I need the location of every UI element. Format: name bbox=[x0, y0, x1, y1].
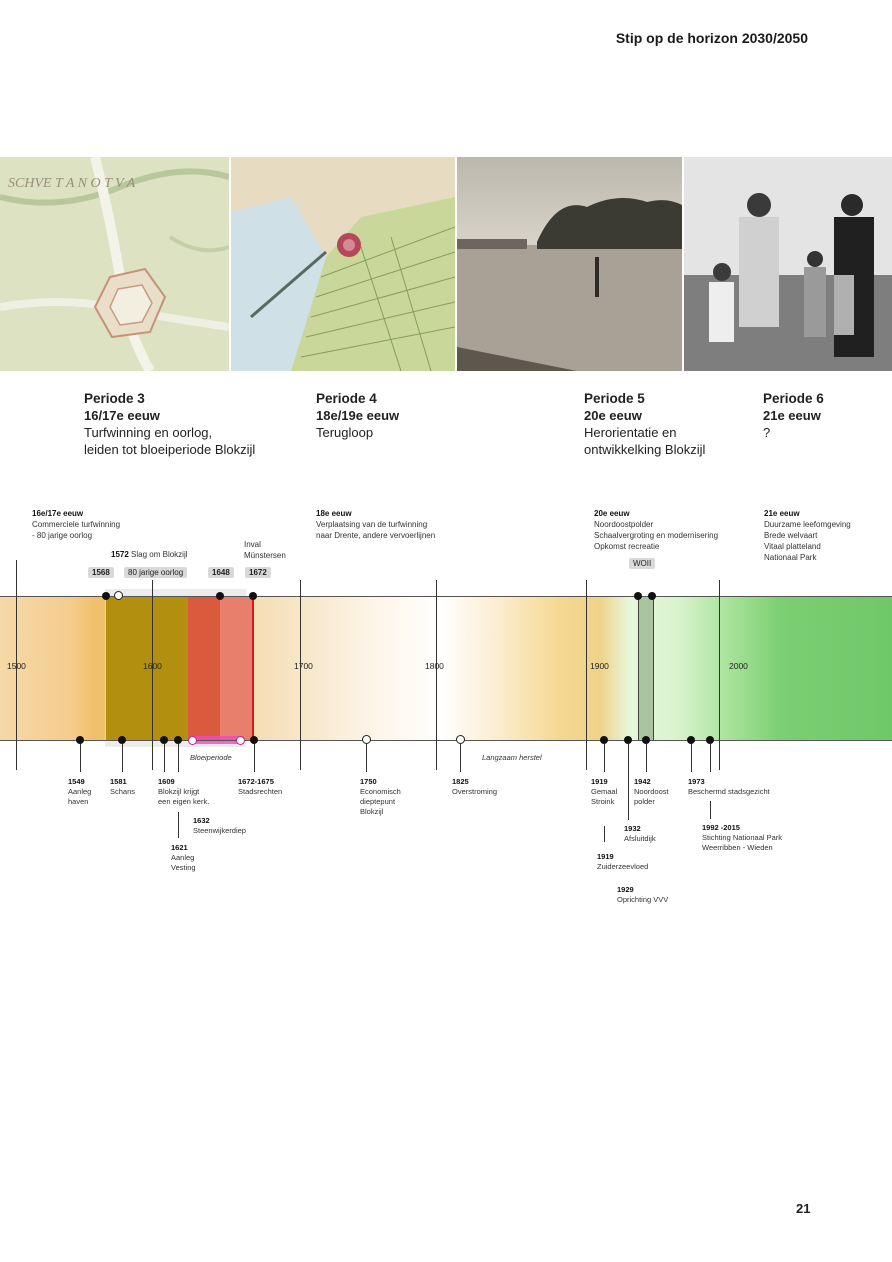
event-1621: 1621 Aanleg Vesting bbox=[171, 843, 196, 872]
event-1973: 1973 Beschermd stadsgezicht bbox=[688, 777, 770, 796]
historic-map-blokzijl-fortress bbox=[0, 157, 229, 371]
marker-1945 bbox=[648, 592, 656, 600]
event-1672-1675: 1672-1675 Stadsrechten bbox=[238, 777, 283, 796]
stem bbox=[628, 744, 629, 820]
marker-1581 bbox=[118, 736, 126, 744]
stem bbox=[80, 744, 81, 772]
page-number: 21 bbox=[796, 1201, 811, 1216]
event-slag-om-blokzijl: 1572 Slag om Blokzijl bbox=[111, 550, 188, 559]
stem bbox=[691, 744, 692, 772]
year-label: 1500 bbox=[7, 661, 26, 671]
stem bbox=[366, 744, 367, 772]
salmon-period bbox=[220, 596, 253, 740]
period-century: 20e eeuw bbox=[584, 408, 642, 423]
woii-bar bbox=[638, 596, 654, 740]
svg-text:SCHVE T A N O T V A: SCHVE T A N O T V A bbox=[8, 176, 136, 191]
event-1919-zuiderzeevloed: 1919 Zuiderzeevloed bbox=[597, 852, 649, 871]
stem bbox=[710, 801, 711, 819]
period-desc: leiden tot bloeiperiode Blokzijl bbox=[84, 442, 256, 457]
red-period bbox=[188, 596, 220, 740]
stem bbox=[122, 744, 123, 772]
period-desc: ontwikkelking Blokzijl bbox=[584, 442, 706, 457]
century-note-16e: 16e/17e eeuw Commerciele turfwinning - 80 jarige oorlog bbox=[32, 509, 121, 540]
period-3 bbox=[84, 390, 255, 458]
marker-1549 bbox=[76, 736, 84, 744]
historic-map-blokzijl-polder bbox=[231, 157, 455, 371]
tick-1800 bbox=[436, 580, 437, 770]
event-1929: 1929 Oprichting VVV bbox=[617, 885, 669, 904]
marker-1621 bbox=[174, 736, 182, 744]
marker-1973 bbox=[687, 736, 695, 744]
period-desc: Terugloop bbox=[316, 425, 374, 440]
stem bbox=[604, 826, 605, 842]
year-label: 2000 bbox=[729, 661, 748, 671]
period-century: 21e eeuw bbox=[763, 408, 821, 423]
label-langzaam-herstel: Langzaam herstel bbox=[482, 753, 542, 762]
pill-woii: WOII bbox=[629, 558, 655, 569]
red-line-1672 bbox=[252, 596, 254, 740]
stem bbox=[604, 744, 605, 772]
timeline-bottom-line bbox=[0, 740, 892, 741]
label-bloeiperiode: Bloeiperiode bbox=[190, 753, 232, 762]
stem bbox=[178, 744, 179, 772]
year-label: 1600 bbox=[143, 661, 162, 671]
stem bbox=[164, 744, 165, 772]
year-label: 1900 bbox=[590, 661, 609, 671]
tick-1600 bbox=[152, 580, 153, 770]
year-label: 1800 bbox=[425, 661, 444, 671]
event-1825: 1825 Overstroming bbox=[452, 777, 498, 796]
year-label: 1700 bbox=[294, 661, 313, 671]
pill-1648: 1648 bbox=[208, 567, 234, 578]
marker-1942 bbox=[642, 736, 650, 744]
event-1549: 1549 Aanleg haven bbox=[68, 777, 92, 806]
event-1919-gemaal: 1919 Gemaal Stroink bbox=[591, 777, 618, 806]
period-name: Periode 6 bbox=[763, 391, 824, 406]
event-1932: 1932 Afsluitdijk bbox=[624, 824, 656, 843]
tick-1900 bbox=[586, 580, 587, 770]
event-1992-2015: 1992 -2015 Stichting Nationaal Park Weerribben - Wieden bbox=[702, 823, 783, 852]
marker-bloei-end bbox=[236, 736, 245, 745]
tick-2000 bbox=[719, 580, 720, 770]
event-inval-munstersen: Inval Münstersen bbox=[244, 540, 286, 560]
period-name: Periode 4 bbox=[316, 391, 377, 406]
period-desc: Herorientatie en bbox=[584, 425, 677, 440]
stem bbox=[254, 744, 255, 772]
photo-family-field bbox=[684, 157, 892, 371]
period-6 bbox=[763, 390, 824, 441]
marker-1825 bbox=[456, 735, 465, 744]
century-note-21e: 21e eeuw Duurzame leefomgeving Brede welvaart Vitaal platteland Nationaal Park bbox=[764, 509, 851, 562]
marker-1609 bbox=[160, 736, 168, 744]
century-note-18e: 18e eeuw Verplaatsing van de turfwinning naar Drente, andere vervoerlijnen bbox=[316, 509, 436, 540]
pill-1672: 1672 bbox=[245, 567, 271, 578]
marker-1568 bbox=[102, 592, 110, 600]
period-desc: Turfwinning en oorlog, bbox=[84, 425, 213, 440]
marker-1675 bbox=[250, 736, 258, 744]
period-name: Periode 5 bbox=[584, 391, 645, 406]
event-1632: 1632 Steenwijkerdiep bbox=[193, 816, 246, 835]
period-desc: ? bbox=[763, 425, 771, 440]
stem bbox=[710, 744, 711, 772]
event-1609: 1609 Blokzijl krijgt een eigen kerk. bbox=[158, 777, 210, 806]
marker-1572 bbox=[114, 591, 123, 600]
event-1750: 1750 Economisch dieptepunt Blokzijl bbox=[360, 777, 401, 816]
period-name: Periode 3 bbox=[84, 391, 145, 406]
tick-1700 bbox=[300, 580, 301, 770]
photo-harbor-water bbox=[457, 157, 682, 371]
period-5 bbox=[584, 390, 705, 458]
period-4 bbox=[316, 390, 399, 441]
pill-80-jarige-oorlog: 80 jarige oorlog bbox=[124, 567, 187, 578]
period-century: 18e/19e eeuw bbox=[316, 408, 400, 423]
pill-1568: 1568 bbox=[88, 567, 114, 578]
marker-1932 bbox=[624, 736, 632, 744]
timeline-top-line bbox=[0, 596, 892, 597]
stem bbox=[178, 812, 179, 838]
marker-bloei-start bbox=[188, 736, 197, 745]
century-note-20e: 20e eeuw Noordoostpolder Schaalvergroting en modernisering Opkomst recreatie bbox=[594, 509, 719, 551]
event-1942: 1942 Noordoost polder bbox=[634, 777, 669, 806]
marker-1940 bbox=[634, 592, 642, 600]
marker-1648 bbox=[216, 592, 224, 600]
marker-1750 bbox=[362, 735, 371, 744]
stem bbox=[646, 744, 647, 772]
event-1581: 1581 Schans bbox=[110, 777, 136, 796]
marker-1992 bbox=[706, 736, 714, 744]
period-century: 16/17e eeuw bbox=[84, 408, 160, 423]
header-title: Stip op de horizon 2030/2050 bbox=[615, 30, 808, 46]
stem bbox=[460, 744, 461, 772]
marker-1919 bbox=[600, 736, 608, 744]
marker-1672 bbox=[249, 592, 257, 600]
